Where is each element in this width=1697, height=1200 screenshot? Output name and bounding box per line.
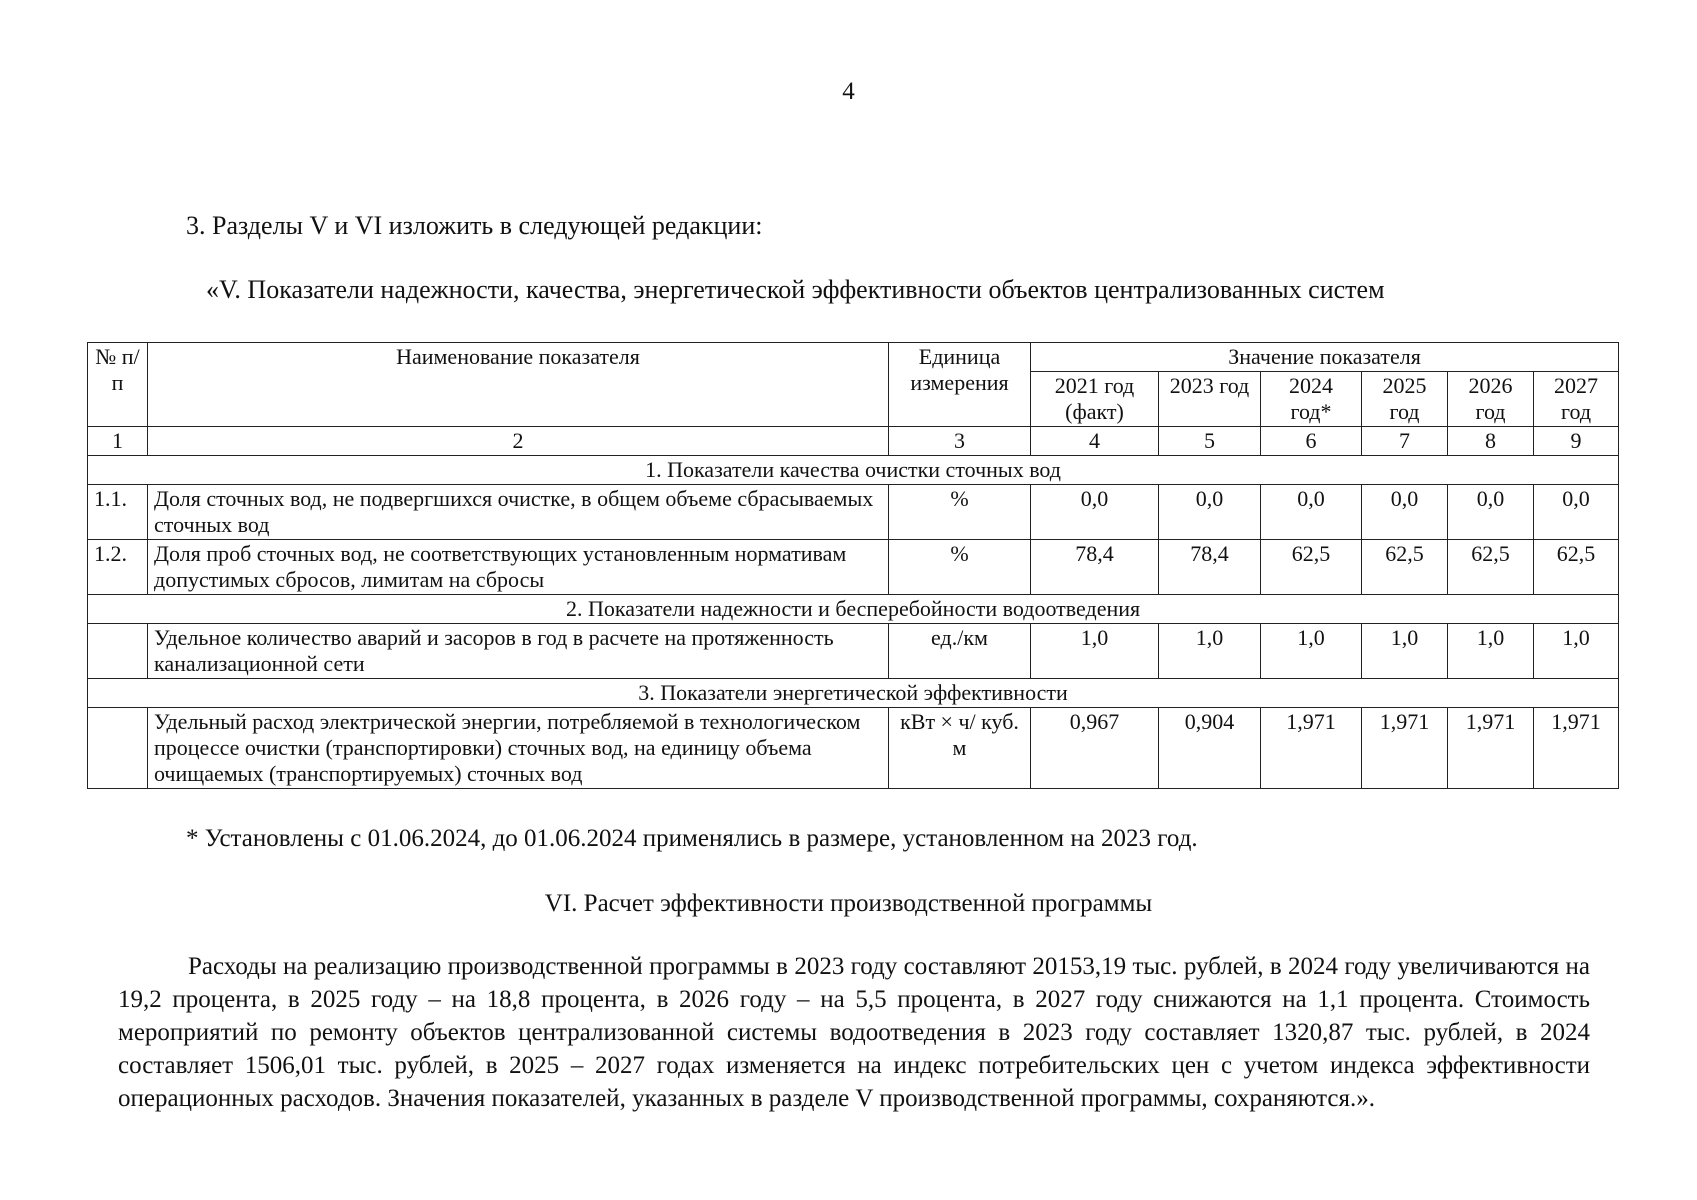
column-number: 3 [889, 427, 1031, 456]
row-value: 0,967 [1031, 708, 1159, 789]
row-value: 62,5 [1261, 540, 1362, 595]
column-number: 7 [1362, 427, 1448, 456]
row-value: 1,0 [1159, 624, 1261, 679]
column-number: 5 [1159, 427, 1261, 456]
page-number: 4 [842, 78, 855, 105]
row-value: 0,0 [1448, 485, 1534, 540]
row-unit: % [889, 485, 1031, 540]
group-title-row [88, 679, 1619, 708]
column-number: 6 [1261, 427, 1362, 456]
row-value: 0,0 [1362, 485, 1448, 540]
row-value: 62,5 [1448, 540, 1534, 595]
header-unit: Единица измерения [889, 343, 1031, 427]
group-title-row [88, 456, 1619, 485]
row-value: 1,971 [1448, 708, 1534, 789]
indicators-table [87, 342, 1619, 789]
row-value: 0,0 [1534, 485, 1619, 540]
table-row [88, 540, 1619, 595]
row-unit: кВт × ч/ куб. м [889, 708, 1031, 789]
row-value: 1,0 [1534, 624, 1619, 679]
row-num: 1.2. [88, 540, 148, 595]
row-value: 1,0 [1448, 624, 1534, 679]
table-row [88, 624, 1619, 679]
header-year: 2023 год [1159, 372, 1261, 427]
row-value: 78,4 [1159, 540, 1261, 595]
group-title-row [88, 595, 1619, 624]
row-value: 62,5 [1534, 540, 1619, 595]
intro-text: 3. Разделы V и VI изложить в следующей редакции: [186, 211, 763, 240]
row-value: 1,0 [1261, 624, 1362, 679]
column-number: 1 [88, 427, 148, 456]
header-year: 2025 год [1362, 372, 1448, 427]
column-numbers-row [88, 427, 1619, 456]
row-value: 1,971 [1534, 708, 1619, 789]
column-number: 8 [1448, 427, 1534, 456]
body-paragraph: Расходы на реализацию производственной программы в 2023 году составляют 20153,19 тыс. рублей, в 2024 году увеличиваются на 19,2 процента, в 2025 году – на 18,8 процента, в 2026 году – на 5,5 процента, в 2027 году снижаются на 1,1 процента. Стоимость мероприятий по ремонту объектов централизованной системы водоотведения в 2023 году составляет 1320,87 тыс. рублей, в 2024 составляет 1506,01 тыс. рублей, в 2025 – 2027 годах изменяется на индекс потребительских цен с учетом индекса эффективности операционных расходов. Значения показателей, указанных в разделе V производственной программы, сохраняются.». [118, 953, 1590, 1112]
header-year: 2021 год (факт) [1031, 372, 1159, 427]
table-header-row [88, 343, 1619, 372]
row-unit: ед./км [889, 624, 1031, 679]
header-value-group: Значение показателя [1031, 343, 1619, 372]
row-value: 0,0 [1031, 485, 1159, 540]
header-year: 2027 год [1534, 372, 1619, 427]
row-num: 1.1. [88, 485, 148, 540]
column-number: 4 [1031, 427, 1159, 456]
group-title: 3. Показатели энергетической эффективности [88, 679, 1619, 708]
row-value: 62,5 [1362, 540, 1448, 595]
group-title: 2. Показатели надежности и бесперебойности водоотведения [88, 595, 1619, 624]
row-name: Доля проб сточных вод, не соответствующих установленным нормативам допустимых сбросов, лимитам на сбросы [148, 540, 889, 595]
row-value: 0,904 [1159, 708, 1261, 789]
row-value: 78,4 [1031, 540, 1159, 595]
table-row [88, 485, 1619, 540]
row-value: 1,971 [1362, 708, 1448, 789]
row-unit: % [889, 540, 1031, 595]
row-num [88, 708, 148, 789]
header-year: 2026 год [1448, 372, 1534, 427]
row-value: 1,0 [1362, 624, 1448, 679]
header-name: Наименование показателя [148, 343, 889, 427]
table-row [88, 708, 1619, 789]
row-value: 0,0 [1261, 485, 1362, 540]
column-number: 2 [148, 427, 889, 456]
section-v-title: «V. Показатели надежности, качества, энергетической эффективности объектов централизованных систем [206, 275, 1385, 304]
row-value: 1,971 [1261, 708, 1362, 789]
row-value: 0,0 [1159, 485, 1261, 540]
column-number: 9 [1534, 427, 1619, 456]
row-name: Удельное количество аварий и засоров в год в расчете на протяженность канализационной сети [148, 624, 889, 679]
row-name: Доля сточных вод, не подвергшихся очистке, в общем объеме сбрасываемых сточных вод [148, 485, 889, 540]
header-year: 2024 год* [1261, 372, 1362, 427]
group-title: 1. Показатели качества очистки сточных вод [88, 456, 1619, 485]
section-vi-title: VI. Расчет эффективности производственной программы [544, 890, 1153, 917]
row-value: 1,0 [1031, 624, 1159, 679]
header-num: № п/п [88, 343, 148, 427]
footnote: * Установлены с 01.06.2024, до 01.06.2024 применялись в размере, установленном на 2023 год. [186, 825, 1198, 852]
row-num [88, 624, 148, 679]
row-name: Удельный расход электрической энергии, потребляемой в технологическом процессе очистки (транспортировки) сточных вод, на единицу объема очищаемых (транспортируемых) сточных вод [148, 708, 889, 789]
